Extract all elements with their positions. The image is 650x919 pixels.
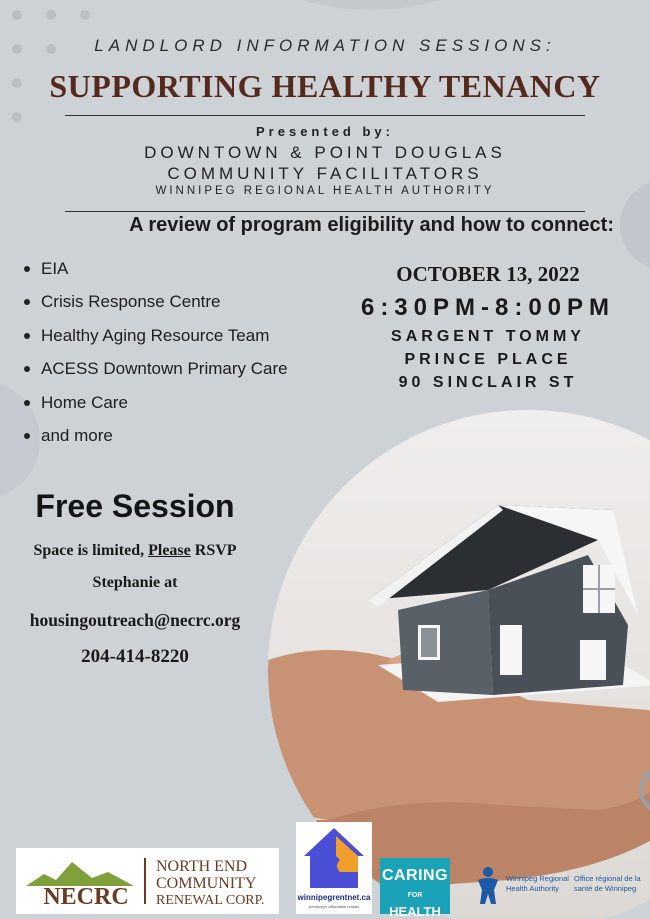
program-list bbox=[24, 252, 288, 453]
caring-line-2: FOR bbox=[407, 892, 423, 899]
decorative-circle-top bbox=[230, 0, 510, 10]
main-title: SUPPORTING HEALTHY TENANCY bbox=[49, 68, 601, 104]
caring-line-3: HEALTH bbox=[389, 904, 441, 919]
list-item: EIA bbox=[24, 252, 288, 286]
necrc-short-name: NECRC bbox=[43, 884, 129, 910]
necrc-line-2: COMMUNITY bbox=[156, 875, 257, 892]
bullet-icon bbox=[24, 333, 30, 339]
presented-by-label: Presented by: bbox=[256, 124, 394, 139]
rentnet-url: winnipegrentnet.ca bbox=[297, 893, 371, 902]
presenter-line-2: COMMUNITY FACILITATORS bbox=[167, 164, 483, 183]
divider-bottom bbox=[65, 211, 585, 212]
bullet-icon bbox=[24, 266, 30, 272]
caring-line-1: CARING bbox=[381, 867, 449, 884]
presenter-organization: WINNIPEG REGIONAL HEALTH AUTHORITY bbox=[155, 185, 495, 197]
list-item: ACESS Downtown Primary Care bbox=[24, 353, 288, 387]
rsvp-line: Space is limited, Please RSVP bbox=[33, 542, 237, 559]
wrha-en-2: Health Authority bbox=[506, 884, 559, 893]
rentnet-tagline: winnipeg's affordable rentals bbox=[308, 904, 360, 909]
contact-name: Stephanie at bbox=[92, 574, 178, 591]
caring-for-health-logo bbox=[380, 858, 450, 919]
please-text: Please bbox=[148, 542, 191, 559]
necrc-logo bbox=[16, 848, 279, 914]
series-title: LANDLORD INFORMATION SESSIONS: bbox=[94, 36, 556, 55]
bullet-icon bbox=[24, 299, 30, 305]
winnipegrentnet-logo bbox=[296, 822, 372, 914]
list-item: Crisis Response Centre bbox=[24, 286, 288, 320]
list-item: and more bbox=[24, 420, 288, 454]
necrc-line-3: RENEWAL CORP. bbox=[156, 893, 265, 908]
bullet-icon bbox=[24, 366, 30, 372]
review-heading: A review of program eligibility and how to connect: bbox=[129, 214, 614, 236]
venue-line-3: 90 SINCLAIR ST bbox=[398, 374, 578, 391]
caring-line-2-wrap bbox=[380, 885, 450, 919]
list-item: Home Care bbox=[24, 386, 288, 420]
event-date: OCTOBER 13, 2022 bbox=[396, 262, 580, 286]
necrc-line-1: NORTH END bbox=[156, 858, 248, 875]
venue-line-2: PRINCE PLACE bbox=[404, 351, 572, 368]
wrha-fr-2: santé de Winnipeg bbox=[574, 884, 637, 893]
wrha-figure-icon bbox=[474, 866, 502, 906]
free-session-heading: Free Session bbox=[35, 488, 235, 524]
house-puzzle-icon bbox=[296, 822, 372, 892]
list-item: Healthy Aging Resource Team bbox=[24, 319, 288, 353]
divider-top bbox=[65, 115, 585, 116]
bullet-icon bbox=[24, 433, 30, 439]
contact-phone[interactable]: 204-414-8220 bbox=[81, 646, 189, 667]
contact-email[interactable]: housingoutreach@necrc.org bbox=[29, 610, 241, 630]
bullet-icon bbox=[24, 400, 30, 406]
wrha-en-1: Winnipeg Regional bbox=[506, 874, 569, 883]
presenter-line-1: DOWNTOWN & POINT DOUGLAS bbox=[144, 143, 506, 162]
event-time: 6:30PM-8:00PM bbox=[360, 294, 616, 321]
venue-line-1: SARGENT TOMMY bbox=[391, 328, 585, 345]
wrha-logo bbox=[470, 860, 646, 910]
wrha-fr-1: Office régional de la bbox=[574, 874, 641, 883]
